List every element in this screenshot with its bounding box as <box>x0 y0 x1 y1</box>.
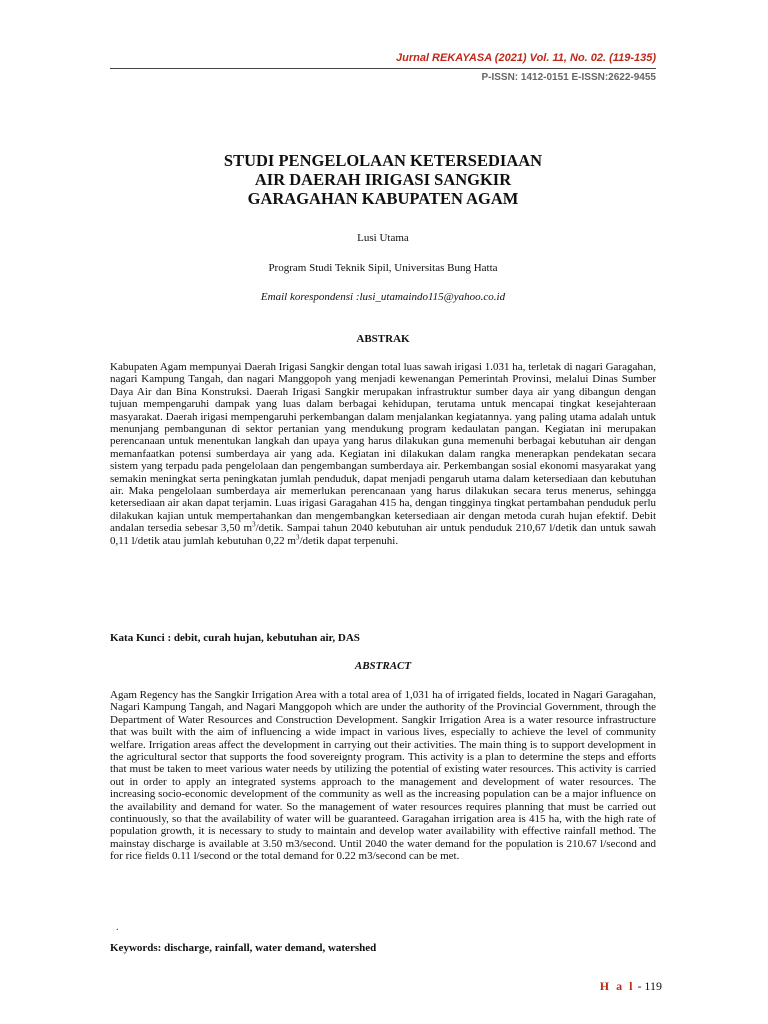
stray-dot: . <box>116 922 119 933</box>
issn-line: P-ISSN: 1412-0151 E-ISSN:2622-9455 <box>481 72 656 83</box>
author-affiliation: Program Studi Teknik Sipil, Universitas Bung Hatta <box>268 262 498 274</box>
abstract-heading: ABSTRACT <box>354 660 412 672</box>
title-line-3: GARAGAHAN KABUPATEN AGAM <box>247 189 519 208</box>
page-number <box>560 979 662 994</box>
journal-reference: Jurnal REKAYASA (2021) Vol. 11, No. 02. (119-135) <box>395 52 656 64</box>
header-divider <box>110 68 656 69</box>
title-line-2: AIR DAERAH IRIGASI SANGKIR <box>254 170 512 189</box>
abstrak-text-1: Kabupaten Agam mempunyai Daerah Irigasi Sangkir dengan total luas sawah irigasi 1.031 ha, terletak di nagari Garagahan, nagari Kampung Tangah, dan nagari Manggopoh yang menjadi kewenangan Pemerintah Provinsi, melalui Dinas Sumber Daya Air dan Bina Konstruksi. Daerah Irigasi Sangkir merupakan infrastruktur sumber daya air yang dibangun dengan tujuan mempengaruhi dampak yang luas dalam berbagai kehidupan, terutama untuk mencapai tingkat kesejahteraan masyarakat. Daerah irigasi mempengaruhi perkembangan dalam menjalankan kegiatannya. yang paling utama adalah untuk menunjang pembangunan di sektor pertanian yang mendukung program kedaulatan pangan. Kegiatan ini merupakan perencanaan untuk menentukan langkah dan upaya yang harus dilakukan guna memenuhi berbagai kebutuhan air dengan memanfaatkan potensi sumberdaya air yang ada. Kegiatan ini dilakukan dalam rangka menerapkan pendekatan secara sistem yang terpadu pada pengelolaan dan pengembangan sumberdaya air. Perkembangan sosial ekonomi masyarakat yang semakin meningkat serta peningkatan jumlah penduduk, dapat menjadi pengaruh utama dalam ketersediaan dan kebutuhan air. Maka pengelolaan sumberdaya air memerlukan perencanaan yang harus dilakukan secara terus menerus, sehingga ketersediaan air akan dapat terjamin. Luas irigasi Garagahan 415 ha, dengan tingginya tingkat pertambahan penduduk perlu dilakukan kajian untuk mempertahankan dan mengembangkan ketersediaan air dengan metoda curah hujan efektif. Debit andalan tersedia sebesar 3,50 m <box>110 361 656 535</box>
paper-title <box>110 151 656 208</box>
author-name: Lusi Utama <box>357 232 409 244</box>
page-label: H a l <box>599 979 635 993</box>
abstrak-heading: ABSTRAK <box>356 333 410 345</box>
abstrak-body <box>110 361 656 547</box>
keywords: Keywords: discharge, rainfall, water demand, watershed <box>110 942 377 954</box>
abstrak-superscript-1: 3 <box>252 520 256 529</box>
page-value: - 119 <box>637 979 662 993</box>
abstract-body: Agam Regency has the Sangkir Irrigation Area with a total area of 1,031 ha of irrigated fields, located in Nagari Garagahan, Nagari Kampung Tangah, and Nagari Manggopoh which are under the authority of the Provincial Government, through the Department of Water Resources and Construction Development. Sangkir Irrigation Area is a water resource infrastructure that was built with the aim of influencing a wide impact in various lives, especially to achieve the level of community welfare. Irrigation areas affect the development in carrying out their activities. The main thing is to support development in the agricultural sector that supports the food sovereignty program. This activity is a plan to determine the steps and efforts that must be taken to meet various water needs by utilizing the potential of existing water resources. This activity is carried out in order to apply an integrated systems approach to the management and development of water resources. The increasing socio-economic development of the community as well as the increasing population can be a major influence on the availability and demand for water. So the management of water resources requires planning that must be carried out continuously, so that the availability of water will be guaranteed. Garagahan irrigation area is 415 ha, with the high rate of population growth, it is necessary to study to maintain and develop water availability with effective rainfall method. The mainstay discharge is available at 3.50 m3/second. Until 2040 the water demand for the population is 210.67 l/second and for rice fields 0.11 l/second or the total demand for 0.22 m3/second can be met. <box>110 689 656 863</box>
abstrak-text-2: /detik. Sampai tahun 2040 kebutuhan air untuk penduduk 210,67 l/detik dan untuk sawah 0,11 l/detik atau jumlah kebutuhan 0,22 m <box>110 522 656 547</box>
correspondence-email: Email korespondensi :lusi_utamaindo115@yahoo.co.id <box>260 291 506 303</box>
kata-kunci: Kata Kunci : debit, curah hujan, kebutuhan air, DAS <box>110 632 360 644</box>
title-line-1: STUDI PENGELOLAAN KETERSEDIAAN <box>223 151 543 170</box>
abstrak-superscript-2: 3 <box>295 533 300 542</box>
abstrak-text-3: /detik dapat terpenuhi. <box>299 534 399 547</box>
